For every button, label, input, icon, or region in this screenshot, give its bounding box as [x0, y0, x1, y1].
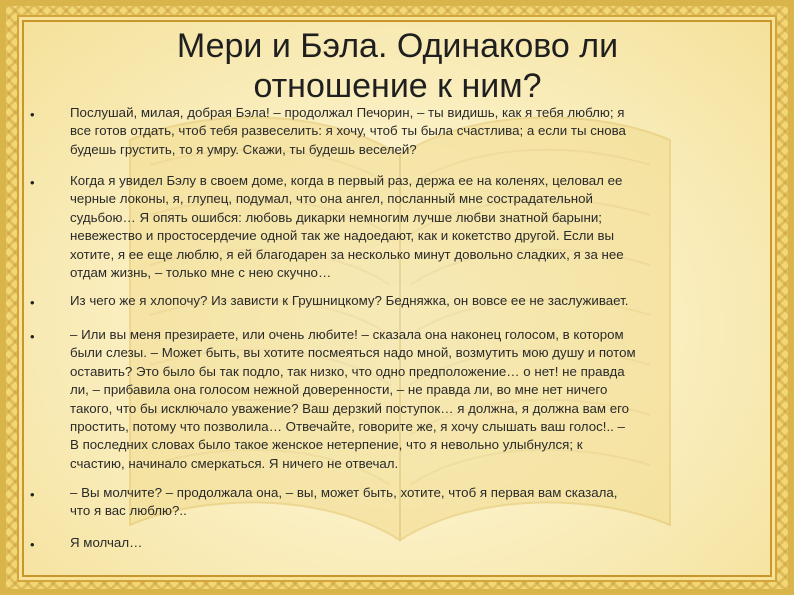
bullet-icon: • [30, 537, 35, 552]
paragraph-text: Из чего же я хлопочу? Из зависти к Грушницкому? Бедняжка, он вовсе ее не заслуживает. [70, 293, 629, 308]
paragraph-text: – Вы молчите? – продолжала она, – вы, может быть, хотите, чтоб я первая вам сказала, что я вас люблю?.. [70, 485, 618, 519]
paragraph-text: Когда я увидел Бэлу в своем доме, когда в первый раз, держа ее на коленях, целовал ее черные локоны, я, глупец, подумал, что она ангел, посланный мне сострадательной судьбою… Я опять ошибся: любовь дикарки немногим лучше любви знатной барыни; невежество и простосердечие одной так же надоедают, как и кокетство другой. Если вы хотите, я ее еще люблю, я ей благодарен за несколько минут довольно сладких, я за нее отдам жизнь, – только мне с нею скучно… [70, 173, 624, 281]
slide-title: Мери и Бэла. Одинаково ли отношение к ним? [176, 27, 619, 105]
paragraph-text: Я молчал… [70, 535, 143, 550]
bullet-icon: • [30, 175, 35, 190]
bullet-icon: • [30, 329, 35, 344]
bullet-icon: • [30, 487, 35, 502]
bullet-icon: • [30, 107, 35, 122]
bullet-icon: • [30, 295, 35, 310]
paragraph-text: – Или вы меня презираете, или очень любите! – сказала она наконец голосом, в котором были слезы. – Может быть, вы хотите посмеяться надо мной, возмутить мою душу и потом оставить? Это было бы так подло, так низко, что одно предположение… о нет! не правда ли, – прибавила она голосом нежной доверенности, – не правда ли, во мне нет ничего такого, что бы исключало уважение? Ваш дерзкий поступок… я должна, я должна вам его простить, потому что позволила… Отвечайте, говорите же, я хочу слышать ваш голос!.. – В последних словах было такое женское нетерпение, что я невольно улыбнулся; к счастию, начинало смеркаться. Я ничего не отвечал. [70, 327, 636, 471]
paragraph-text: Послушай, милая, добрая Бэла! – продолжал Печорин, – ты видишь, как я тебя люблю; я все готов отдать, чтоб тебя развеселить: я хочу, чтоб ты была счастлива; а если ты снова будешь грустить, то я умру. Скажи, ты будешь веселей? [70, 105, 626, 157]
